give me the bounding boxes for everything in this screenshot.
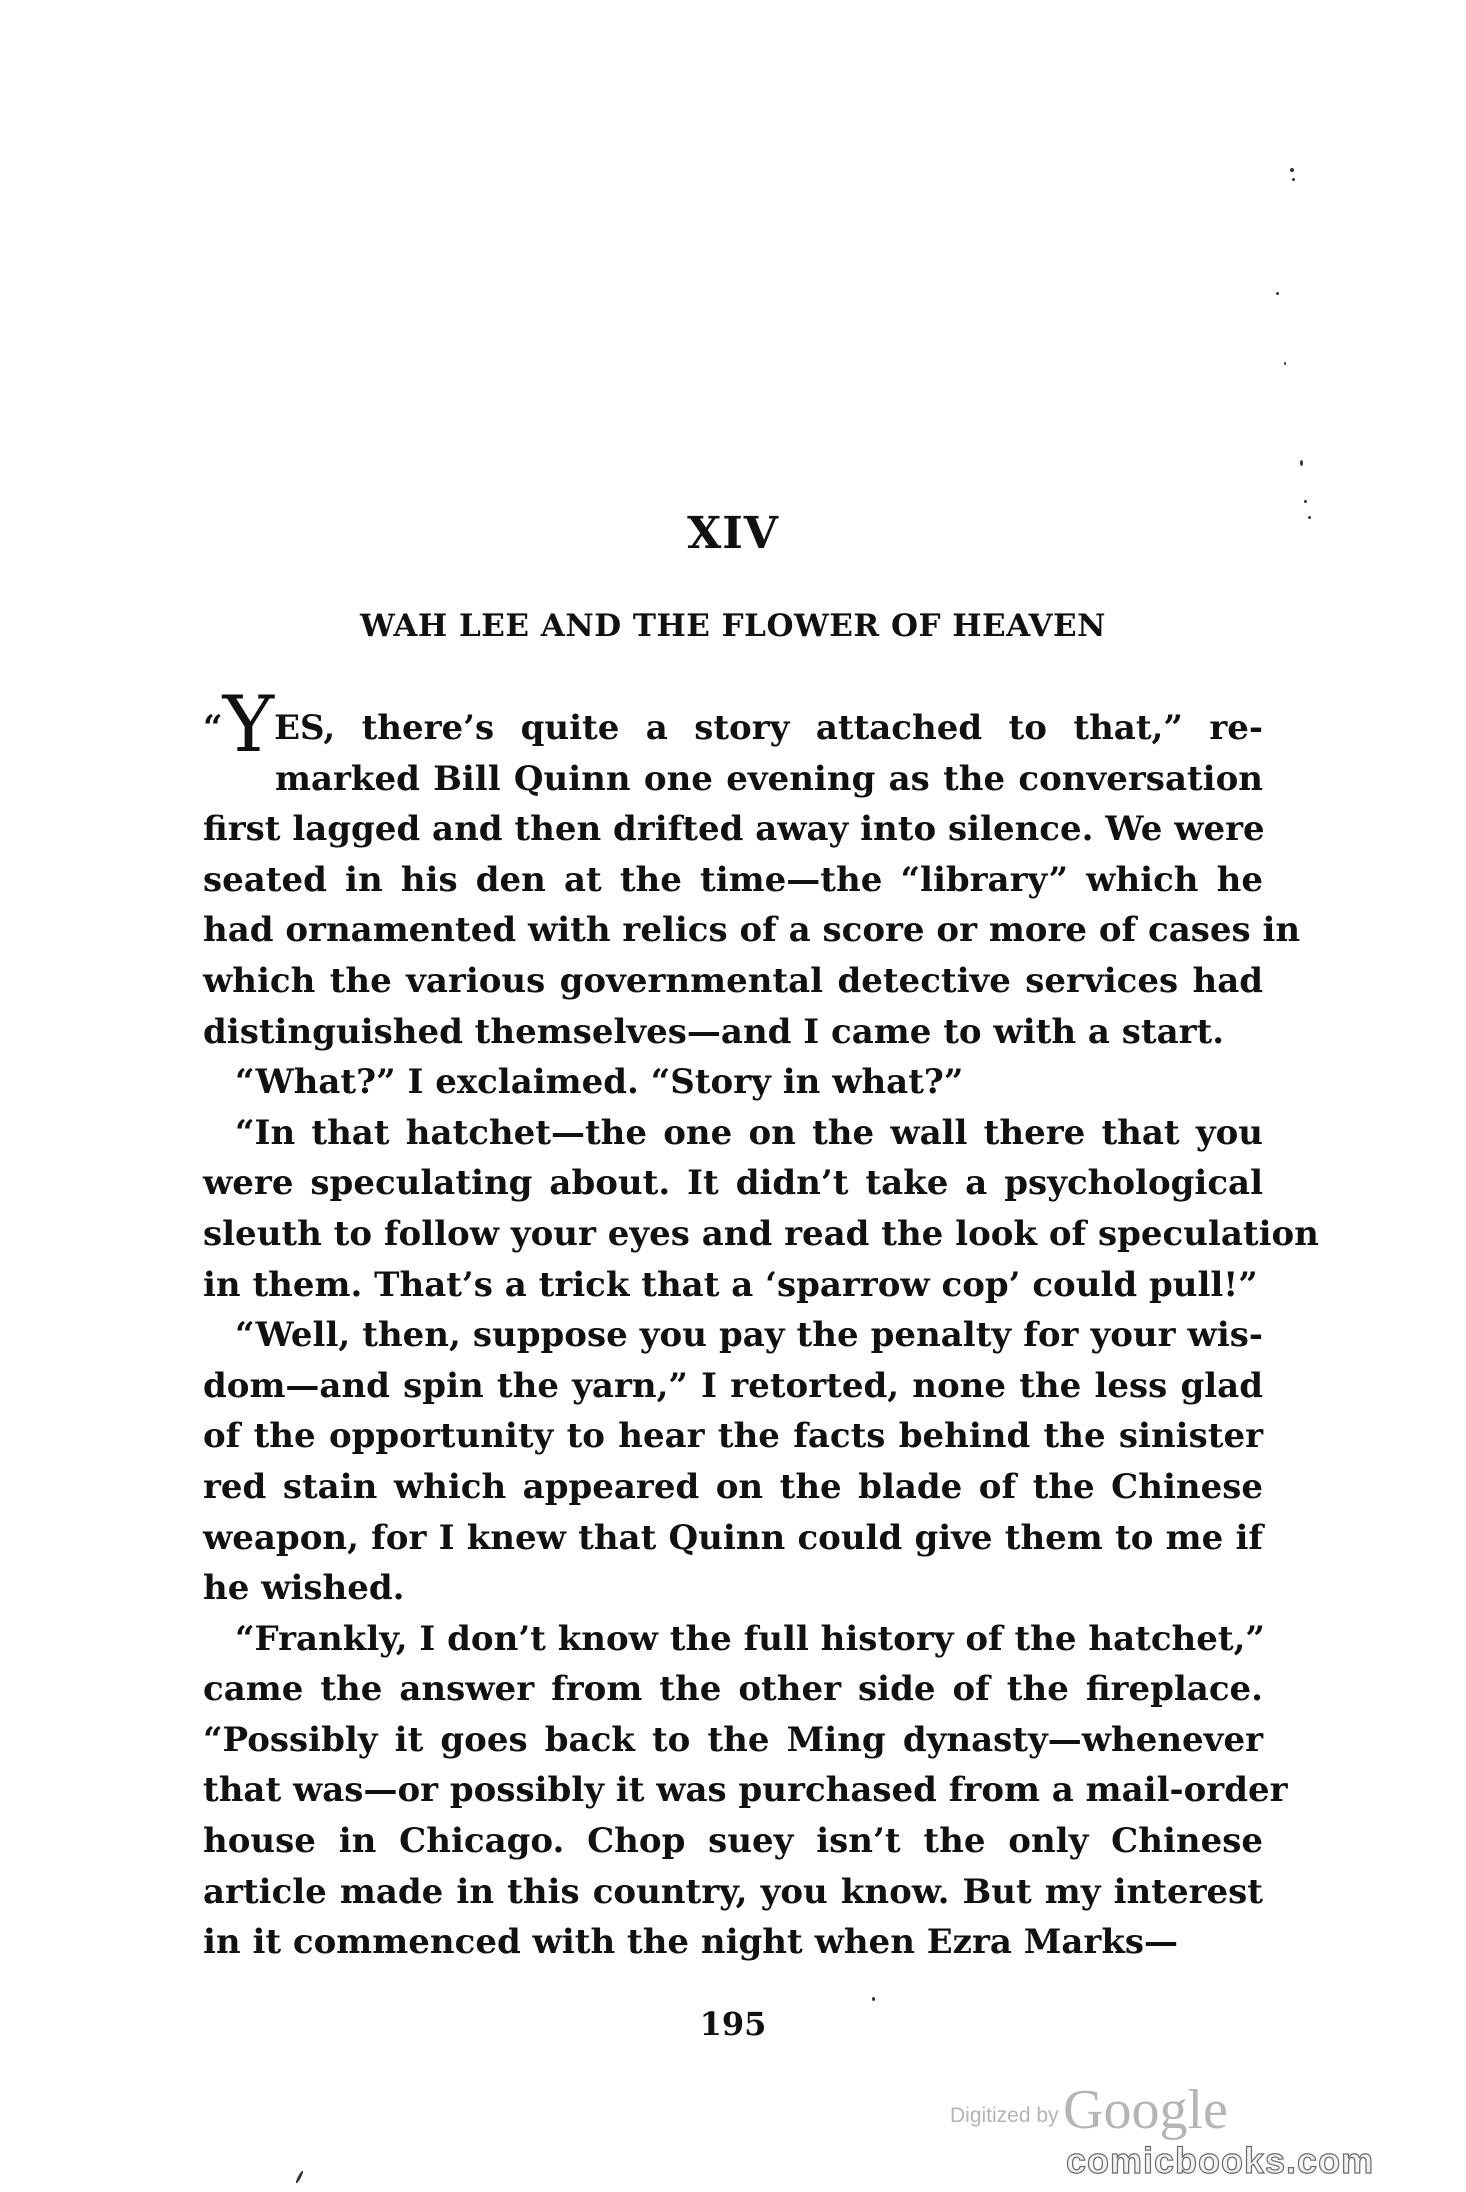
- text-line-14: dom—and spin the yarn,” I retorted, none the less glad: [203, 1365, 1263, 1406]
- text-line-11: sleuth to follow your eyes and read the look of speculation: [203, 1213, 1319, 1254]
- scan-speck: [1292, 178, 1295, 181]
- text-line-5: had ornamented with relics of a score or more of cases in: [203, 910, 1301, 951]
- scan-speck: [295, 2170, 304, 2184]
- text-line-25: in it commenced with the night when Ezra Marks—: [203, 1922, 1179, 1963]
- text-line-13: “Well, then, suppose you pay the penalty for your wis-: [235, 1315, 1263, 1356]
- text-line-17: weapon, for I knew that Quinn could give them to me if: [203, 1517, 1263, 1558]
- text-line-7: distinguished themselves—and I came to with a start.: [203, 1011, 1225, 1052]
- page-number: 195: [699, 2005, 767, 2043]
- text-line-19: “Frankly, I don’t know the full history of the hatchet,”: [235, 1618, 1265, 1659]
- text-line-21: “Possibly it goes back to the Ming dynasty—whenever: [203, 1719, 1263, 1760]
- scan-speck: [1290, 168, 1294, 172]
- opening-quote: “: [203, 708, 223, 748]
- site-watermark: comicbooks.com: [1066, 2140, 1375, 2181]
- text-line-16: red stain which appeared on the blade of the Chinese: [203, 1466, 1263, 1507]
- text-line-8: “What?” I exclaimed. “Story in what?”: [235, 1062, 964, 1103]
- text-line-18: he wished.: [203, 1568, 405, 1609]
- text-line-15: of the opportunity to hear the facts behind the sinister: [203, 1416, 1263, 1457]
- scan-speck: [1300, 460, 1303, 466]
- text-line-20: came the answer from the other side of the fireplace.: [203, 1669, 1263, 1710]
- text-line-1: “YES, there’s quite a story attached to that,” re-: [203, 680, 1263, 770]
- google-logo-text: Google: [1063, 2079, 1228, 2141]
- scan-speck: [872, 1997, 875, 2001]
- scan-speck: [1304, 500, 1307, 503]
- text-line-10: were speculating about. It didn’t take a psychological: [203, 1163, 1263, 1204]
- text-line-2: marked Bill Quinn one evening as the conversation: [275, 758, 1263, 799]
- chapter-number: XIV: [687, 508, 779, 559]
- text-line-4: seated in his den at the time—the “library” which he: [203, 859, 1263, 900]
- text-line-22: that was—or possibly it was purchased from a mail-order: [203, 1770, 1288, 1811]
- chapter-title: WAH LEE AND THE FLOWER OF HEAVEN: [360, 608, 1106, 644]
- drop-cap: Y: [222, 680, 275, 770]
- text-line-9: “In that hatchet—the one on the wall there that you: [235, 1112, 1263, 1153]
- digitized-by-label: Digitized by: [950, 2104, 1059, 2127]
- scan-speck: [1276, 292, 1279, 295]
- scan-speck: [1308, 516, 1311, 519]
- scan-speck: [1284, 362, 1286, 365]
- digitized-by-google-mark: [950, 2078, 1228, 2142]
- text-line-3: first lagged and then drifted away into silence. We were: [203, 809, 1265, 850]
- text-line-6: which the various governmental detective services had: [203, 960, 1263, 1001]
- text-line-12: in them. That’s a trick that a ‘sparrow cop’ could pull!”: [203, 1264, 1258, 1305]
- text-line-23: house in Chicago. Chop suey isn’t the only Chinese: [203, 1821, 1263, 1862]
- body-text: [203, 680, 1319, 1968]
- text-line-24: article made in this country, you know. But my interest: [203, 1871, 1263, 1912]
